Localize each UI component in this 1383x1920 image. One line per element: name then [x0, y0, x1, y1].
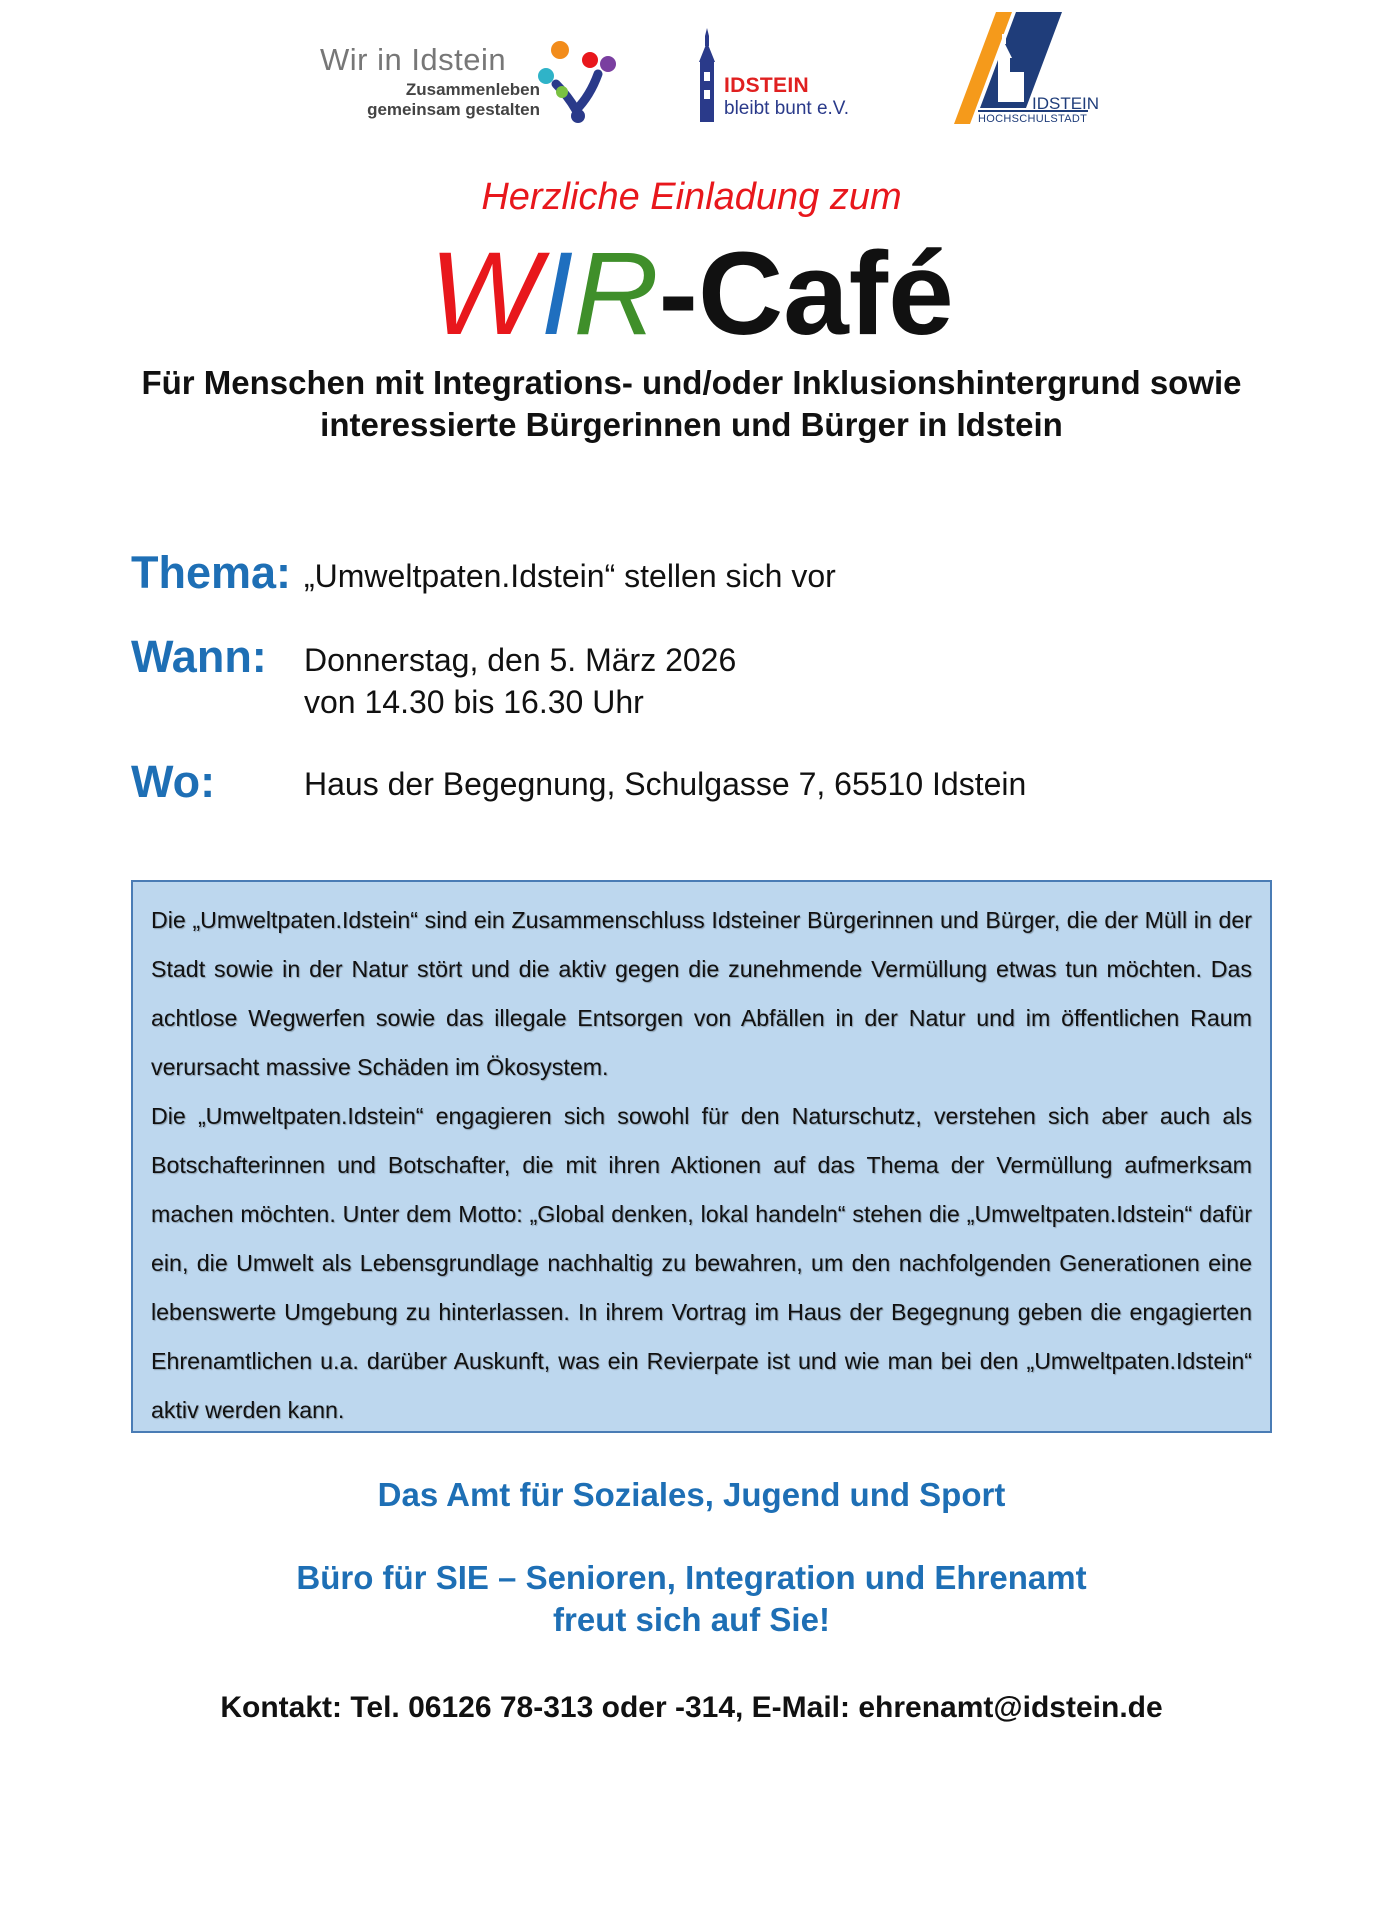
logo-bunt-line2: bleibt bunt e.V.	[724, 98, 850, 119]
description-paragraph-1: Die „Umweltpaten.Idstein“ sind ein Zusammenschluss Idsteiner Bürgerinnen und Bürger, die der Müll in der Stadt sowie in der Natur stört und die aktiv gegen die zunehmende Vermüllung etwas tun möchten. Das achtlose Wegwerfen sowie das illegale Entsorgen von Abfällen in der Natur und im öffentlichen Raum verursacht massive Schäden im Ökosystem.	[151, 907, 1252, 1080]
page-title	[0, 230, 1383, 358]
thema-value: „Umweltpaten.Idstein“ stellen sich vor	[304, 558, 836, 594]
buero-line: Büro für SIE – Senioren, Integration und Ehrenamt	[296, 1559, 1087, 1596]
thema-label: Thema:	[131, 547, 292, 598]
description-box	[131, 880, 1272, 1433]
target-audience-subtitle: Für Menschen mit Integrations- und/oder Inklusionshintergrund sowie interessierte Bürgerinnen und Bürger in Idstein	[141, 364, 1242, 443]
wo-value: Haus der Begegnung, Schulgasse 7, 65510 Idstein	[304, 766, 1027, 802]
title-letter-w: W	[429, 228, 541, 360]
logo-wir-subtitle-line2: gemeinsam gestalten	[367, 100, 540, 119]
logo-wir-title: Wir in Idstein	[320, 42, 507, 77]
wann-time: von 14.30 bis 16.30 Uhr	[304, 684, 644, 720]
logo-wir-subtitle-line1: Zusammenleben	[405, 80, 540, 99]
logo-hochschulstadt	[950, 12, 1110, 130]
amt-line: Das Amt für Soziales, Jugend und Sport	[377, 1476, 1006, 1513]
wo-label: Wo:	[131, 756, 216, 807]
tower-icon	[694, 28, 720, 122]
invitation-heading: Herzliche Einladung zum	[481, 176, 902, 218]
wann-label: Wann:	[131, 631, 267, 682]
contact-line: Kontakt: Tel. 06126 78-313 oder -314, E-Mail: ehrenamt@idstein.de	[220, 1691, 1163, 1724]
people-network-icon	[538, 36, 620, 124]
logo-wir-subtitle	[328, 80, 540, 120]
title-letter-i: I	[540, 228, 574, 360]
title-cafe: -Café	[658, 228, 954, 360]
logo-hs-line2: HOCHSCHULSTADT	[978, 113, 1088, 125]
title-letter-r: R	[573, 228, 659, 360]
wann-date: Donnerstag, den 5. März 2026	[304, 642, 737, 678]
freut-line: freut sich auf Sie!	[553, 1601, 830, 1638]
logo-hs-line1: IDSTEIN	[1032, 94, 1100, 113]
description-paragraph-2: Die „Umweltpaten.Idstein“ engagieren sich sowohl für den Naturschutz, verstehen sich aber auch als Botschafterinnen und Botschafter, die mit ihren Aktionen auf das Thema der Vermüllung aufmerksam machen möchten. Unter dem Motto: „Global denken, lokal handeln“ stehen die „Umweltpaten.Idstein“ dafür ein, die Umwelt als Lebensgrundlage nachhaltig zu bewahren, um den nachfolgenden Generationen eine lebenswerte Umgebung zu hinterlassen. In ihrem Vortrag im Haus der Begegnung geben die engagierten Ehrenamtlichen u.a. darüber Auskunft, was ein Revierpate ist und wie man bei den „Umweltpaten.Idstein“ aktiv werden kann.	[151, 1103, 1252, 1423]
logo-idstein-bleibt-bunt	[694, 28, 864, 124]
logo-wir-in-idstein	[320, 36, 620, 126]
logo-bunt-line1: IDSTEIN	[724, 74, 809, 97]
